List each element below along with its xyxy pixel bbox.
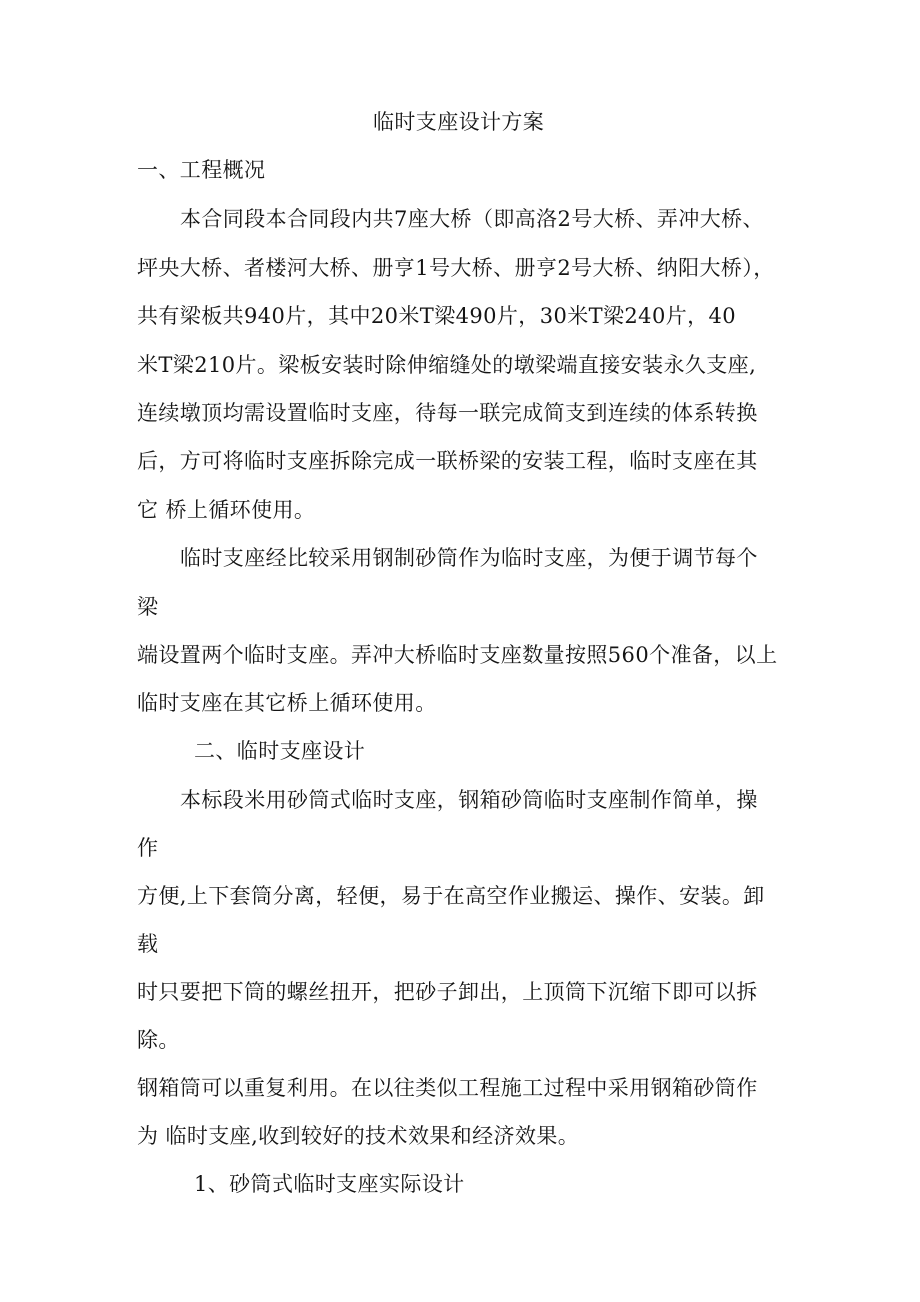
section-heading-overview: 一、工程概况: [137, 158, 266, 182]
paragraph-line: 后，方可将临时支座拆除完成一联桥梁的安装工程，临时支座在其: [137, 449, 758, 473]
paragraph-line: 时只要把下筒的螺丝扭开，把砂子卸出，上顶筒下沉缩下即可以拆: [137, 980, 758, 1004]
paragraph-line: 钢箱筒可以重复利用。在以往类似工程施工过程中采用钢箱砂筒作: [137, 1076, 758, 1100]
paragraph-line: 坪央大桥、者楼河大桥、册亨1号大桥、册亨2号大桥、纳阳大桥），: [137, 256, 775, 280]
paragraph-line: 为 临时支座,收到较好的技术效果和经济效果。: [137, 1124, 580, 1148]
paragraph-line: 临时支座经比较采用钢制砂筒作为临时支座，为便于调节每个: [180, 546, 758, 570]
paragraph-line: 端设置两个临时支座。弄冲大桥临时支座数量按照560个准备，以上: [137, 643, 778, 667]
paragraph-line: 除。: [137, 1028, 180, 1052]
paragraph-line: 临时支座在其它桥上循环使用。: [137, 691, 437, 715]
paragraph-line: 作: [137, 836, 159, 860]
paragraph-line: 本合同段本合同段内共7座大桥（即高洛2号大桥、弄冲大桥、: [180, 207, 764, 231]
paragraph-line: 方便,上下套筒分离，轻便，易于在高空作业搬运、操作、安装。卸: [137, 884, 765, 908]
subsection-heading: 1、砂筒式临时支座实际设计: [194, 1172, 465, 1196]
paragraph-line: 它 桥上循环使用。: [137, 498, 316, 522]
section-heading-design: 二、临时支座设计: [194, 739, 366, 763]
paragraph-line: 本标段米用砂筒式临时支座，钢箱砂筒临时支座制作简单，操: [180, 788, 758, 812]
paragraph-line: 米T梁210片。梁板安装时除伸缩缝处的墩梁端直接安装永久支座,: [137, 353, 757, 377]
document-title: 临时支座设计方案: [373, 110, 545, 134]
paragraph-line: 连续墩顶均需设置临时支座，待每一联完成简支到连续的体系转换: [137, 401, 758, 425]
paragraph-line: 载: [137, 932, 159, 956]
paragraph-line: 共有梁板共940片，其中20米T梁490片，30米T梁240片，40: [137, 304, 737, 328]
paragraph-line: 梁: [137, 595, 159, 619]
